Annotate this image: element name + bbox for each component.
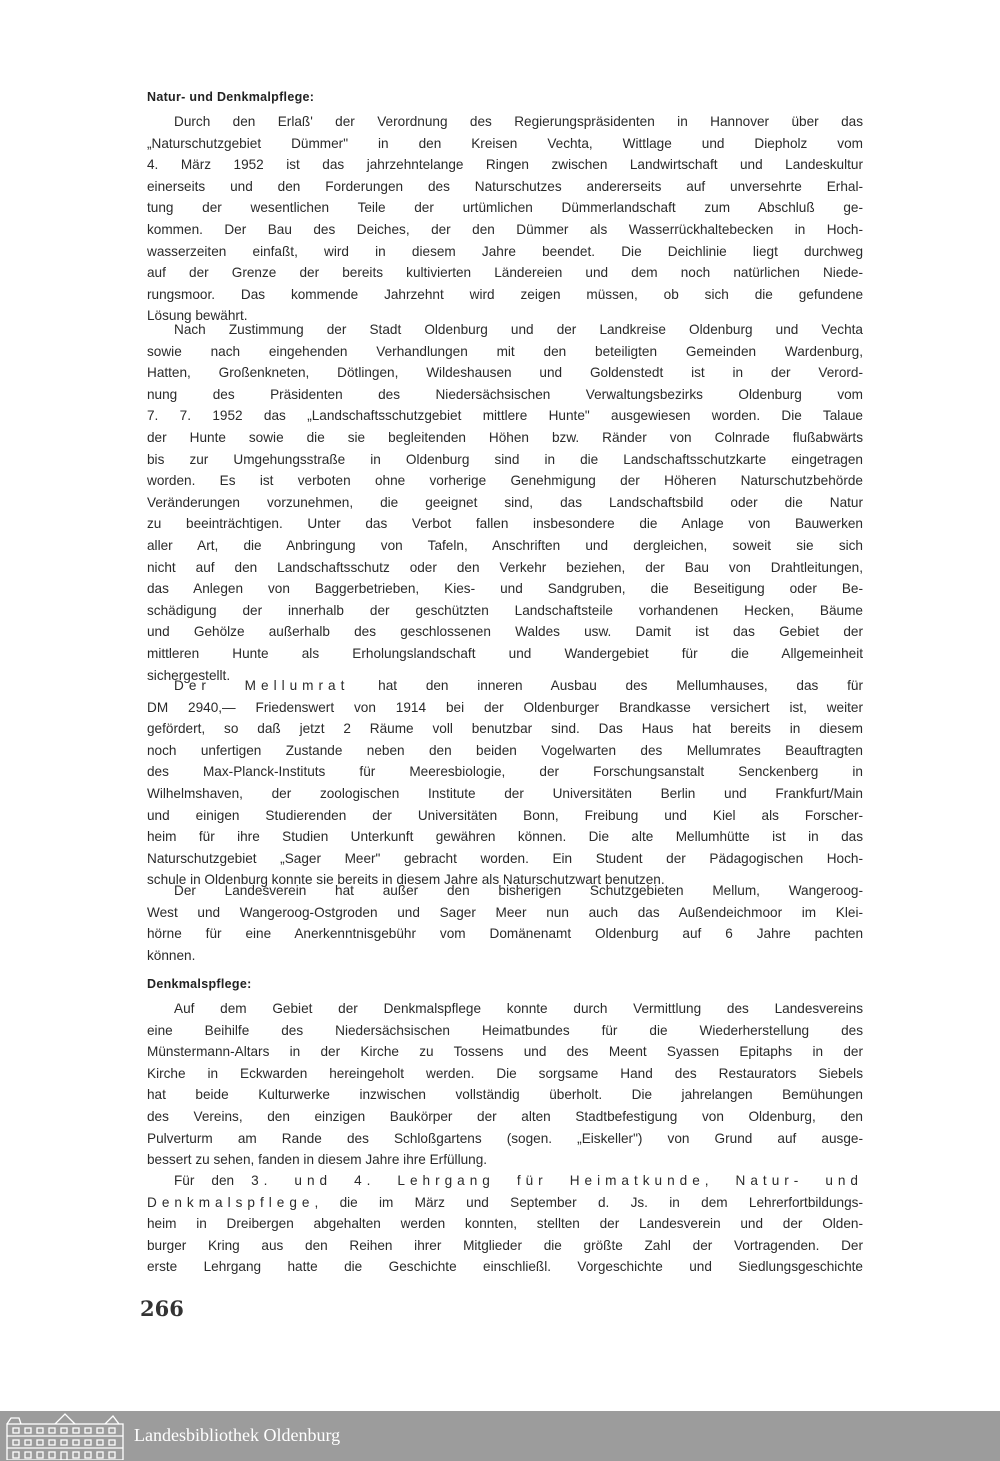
text-line: und Gehölze außerhalb des geschlossenen Waldes usw. Damit ist das Gebiet der xyxy=(147,624,863,640)
text-line: Naturschutzgebiet „Sager Meer" gebracht worden. Ein Student der Pädagogischen Hoch- xyxy=(147,850,863,866)
text-line: heim in Dreibergen abgehalten werden konnten, stellten der Landesverein und der Olden- xyxy=(147,1216,863,1232)
text-line: bessert zu sehen, fanden in diesem Jahre ihre Erfüllung. xyxy=(147,1152,488,1168)
spaced-emphasis-text: 3. und 4. Lehrgang für Heimatkunde, Natur- und xyxy=(251,1173,863,1188)
spaced-emphasis-text: Denkmalspflege xyxy=(147,1194,315,1210)
text-line: heim für ihre Studien Unterkunft gewähren können. Die alte Mellumhütte ist in das xyxy=(147,829,863,845)
library-building-logo-icon xyxy=(5,1412,125,1460)
text-line: Pulverturm am Rande des Schloßgartens (sogen. „Eiskeller") von Grund auf ausge- xyxy=(147,1130,863,1146)
text-line: Lösung bewährt. xyxy=(147,308,248,324)
paragraph xyxy=(147,111,863,327)
text-line: DM 2940,— Friedenswert von 1914 bei der Oldenburger Brandkasse versichert ist, weiter xyxy=(147,699,863,715)
text-line: mittleren Hunte als Erholungslandschaft und Wandergebiet für die Allgemeinheit xyxy=(147,645,863,661)
text-line: des Max-Planck-Instituts für Meeresbiologie, der Forschungsanstalt Senckenberg in xyxy=(147,764,863,780)
page-number: 266 xyxy=(140,1296,184,1321)
text-line: erste Lehrgang hatte die Geschichte einschließl. Vorgeschichte und Siedlungsgeschichte xyxy=(147,1259,863,1275)
text-line: Wilhelmshaven, der zoologischen Institute der Universitäten Berlin und Frankfurt/Main xyxy=(147,785,863,801)
text-line: Nach Zustimmung der Stadt Oldenburg und der Landkreise Oldenburg und Vechta xyxy=(174,322,863,337)
text-line: 4. März 1952 ist das jahrzehntelange Ringen zwischen Landwirtschaft und Landeskultur xyxy=(147,157,863,173)
text-line: tung der wesentlichen Teile der urtümlichen Dümmerlandschaft zum Abschluß ge- xyxy=(147,200,863,216)
text-line: wasserzeiten einfaßt, wird in diesem Jahre beendet. Die Deichlinie liegt durchweg xyxy=(147,243,863,259)
text-line: bis zur Umgehungsstraße in Oldenburg sind in die Landschaftsschutzkarte eingetragen xyxy=(147,451,863,467)
text-line: Hatten, Großenkneten, Dötlingen, Wildeshausen und Goldenstedt ist in der Verord- xyxy=(147,365,863,381)
text-line: Kirche in Eckwarden hereingeholt werden. Die sorgsame Hand des Restaurators Siebels xyxy=(147,1065,863,1081)
text-line: können. xyxy=(147,947,196,963)
text-line: noch unfertigen Zustande neben den beiden Vogelwarten des Mellumrates Beauftragten xyxy=(147,742,863,758)
text-line xyxy=(147,675,863,697)
text-line: zu beeinträchtigen. Unter das Verbot fallen insbesondere die Anlage von Bauwerken xyxy=(147,516,863,532)
text-line: gefördert, so daß jetzt 2 Räume voll benutzbar sind. Das Haus hat bereits in diesem xyxy=(147,721,863,737)
text-segment: Für den xyxy=(174,1173,252,1188)
text-line: nicht auf den Landschaftsschutz oder den Verkehr beziehen, der Bau von Drahtleitungen, xyxy=(147,559,863,575)
text-line: hat beide Kulturwerke inzwischen vollständig überholt. Die jahrelangen Bemühungen xyxy=(147,1087,863,1103)
text-line: Durch den Erlaß' der Verordnung des Regierungspräsidenten in Hannover über das xyxy=(174,114,863,129)
text-line: hörne für eine Anerkenntnisgebühr vom Domänenamt Oldenburg auf 6 Jahre pachten xyxy=(147,926,863,942)
paragraph xyxy=(147,319,863,686)
text-line: burger Kring aus den Reihen ihrer Mitglieder die größte Zahl der Vortragenden. Der xyxy=(147,1237,863,1253)
text-line xyxy=(147,1192,863,1214)
section-heading: Natur- und Denkmalpflege: xyxy=(147,90,315,104)
text-line: Auf dem Gebiet der Denkmalspflege konnte durch Vermittlung des Landesvereins xyxy=(174,1001,863,1016)
text-line: schule in Oldenburg konnte sie bereits in diesem Jahre als Naturschutzwart benutzen. xyxy=(147,872,665,888)
text-line: das Anlegen von Baggerbetrieben, Kies- und Sandgruben, die Beseitigung oder Be- xyxy=(147,581,863,597)
text-segment: , die im März und September d. Js. in dem Lehrerfortbildungs- xyxy=(314,1194,863,1210)
text-line: Münstermann-Altars in der Kirche zu Tossens und des Meent Syassen Epitaphs in der xyxy=(147,1044,863,1060)
text-line xyxy=(147,1170,863,1192)
text-line: rungsmoor. Das kommende Jahrzehnt wird zeigen müssen, ob sich die gefundene xyxy=(147,286,863,302)
spaced-emphasis-text: Der Mellumrat xyxy=(174,678,350,693)
text-line: kommen. Der Bau des Deiches, der den Dümmer als Wasserrückhaltebecken in Hoch- xyxy=(147,221,863,237)
text-line: sowie nach eingehenden Verhandlungen mit den beteiligten Gemeinden Wardenburg, xyxy=(147,343,863,359)
text-line: Veränderungen vorzunehmen, die geeignet sind, das Landschaftsbild oder die Natur xyxy=(147,494,863,510)
paragraph xyxy=(147,880,863,966)
library-name: Landesbibliothek Oldenburg xyxy=(134,1425,341,1445)
text-line: 7. 7. 1952 das „Landschaftsschutzgebiet mittlere Hunte" ausgewiesen worden. Die Talaue xyxy=(147,408,863,424)
text-line: worden. Es ist verboten ohne vorherige Genehmigung der Höheren Naturschutzbehörde xyxy=(147,473,863,489)
text-segment: hat den inneren Ausbau des Mellumhauses, das für xyxy=(349,678,863,693)
text-line: auf der Grenze der bereits kultivierten Ländereien und dem noch natürlichen Niede- xyxy=(147,265,863,281)
text-line: und einigen Studierenden der Universitäten Bonn, Freibung und Kiel als Forscher- xyxy=(147,807,863,823)
text-line: Der Landesverein hat außer den bisherigen Schutzgebieten Mellum, Wangeroog- xyxy=(174,883,863,898)
text-line: des Vereins, den einzigen Baukörper der alten Stadtbefestigung von Oldenburg, den xyxy=(147,1108,863,1124)
text-line: aller Art, die Anbringung von Tafeln, Anschriften und dergleichen, soweit sie sich xyxy=(147,537,863,553)
text-line: sichergestellt. xyxy=(147,667,231,683)
section-heading: Denkmalspflege: xyxy=(147,977,252,991)
text-line: schädigung der innerhalb der geschützten Landschaftsteile vorhandenen Hecken, Bäume xyxy=(147,602,863,618)
paragraph xyxy=(147,675,863,891)
text-line: einerseits und den Forderungen des Naturschutzes andererseits auf unversehrte Erhal- xyxy=(147,178,863,194)
library-footer-bar xyxy=(0,1411,1000,1461)
text-line: eine Beihilfe des Niedersächsischen Heimatbundes für die Wiederherstellung des xyxy=(147,1022,863,1038)
text-line: der Hunte sowie die sie begleitenden Höhen bzw. Ränder von Colnrade flußabwärts xyxy=(147,429,863,445)
text-line: West und Wangeroog-Ostgroden und Sager Meer nun auch das Außendeichmoor im Klei- xyxy=(147,904,863,920)
paragraph xyxy=(147,1170,863,1278)
text-line: „Naturschutzgebiet Dümmer" in den Kreisen Vechta, Wittlage und Diepholz vom xyxy=(147,135,863,151)
paragraph xyxy=(147,998,863,1171)
text-line: nung des Präsidenten des Niedersächsischen Verwaltungsbezirks Oldenburg vom xyxy=(147,386,863,402)
